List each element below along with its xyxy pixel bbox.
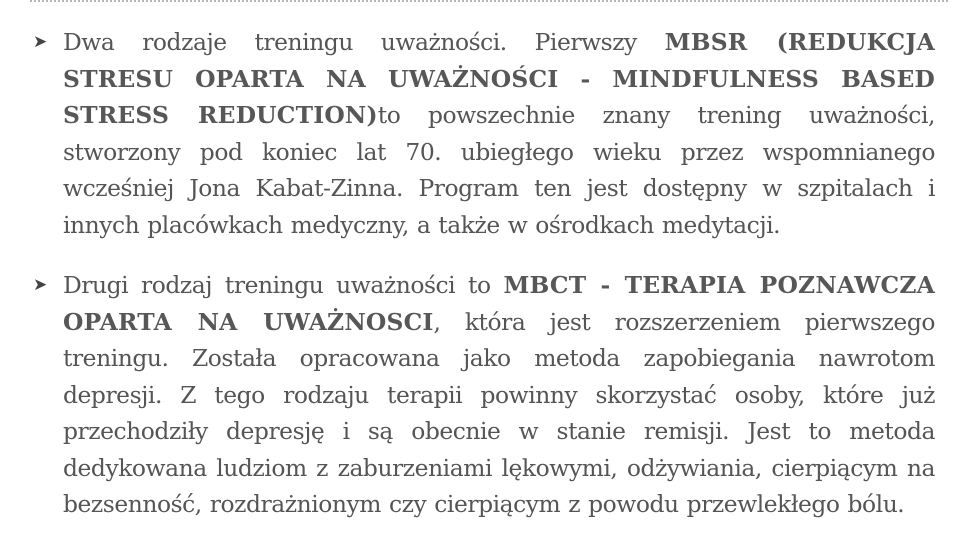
bold-term-mbsr: MBSR (REDUKCJA STRESU OPARTA NA UWAŻNOŚCI - MINDFULNESS BASED STRESS REDUCTION) (63, 28, 935, 129)
document-body (33, 24, 935, 547)
bullet-item-mbct (33, 267, 935, 523)
paragraph-text-intro: Drugi rodzaj treningu uważności to (63, 271, 504, 299)
paragraph-text-intro: Dwa rodzaje treningu uważności. Pierwszy (63, 28, 665, 56)
bullet-item-mbsr (33, 24, 935, 243)
arrowhead-bullet-icon: ➤ (33, 275, 48, 295)
paragraph-text-body: to powszechnie znany trening uważności, stworzony pod koniec lat 70. ubiegłego wieku przez wspomnianego wcześniej Jona Kabat-Zinna. Program ten jest dostępny w szpitalach i innych placówkach medyczny, a także w ośrodkach medytacji. (63, 101, 935, 239)
paragraph-text-body: , która jest rozszerzeniem pierwszego treningu. Została opracowana jako metoda zapobiegania nawrotom depresji. Z tego rodzaju terapii powinny skorzystać osoby, które już przechodziły depresję i są obecnie w stanie remisji. Jest to metoda dedykowana ludziom z zaburzeniami lękowymi, odżywiania, cierpiącym na bezsenność, rozdrażnionym czy cierpiącym z powodu przewlekłego bólu. (63, 307, 935, 518)
bullet-paragraph-mbct (63, 267, 935, 523)
arrowhead-bullet-icon: ➤ (33, 32, 48, 52)
bold-term-mbct: MBCT - TERAPIA POZNAWCZA OPARTA NA UWAŻNOSCI (63, 271, 935, 336)
top-dotted-divider (30, 0, 948, 5)
bullet-paragraph-mbsr (63, 24, 935, 243)
